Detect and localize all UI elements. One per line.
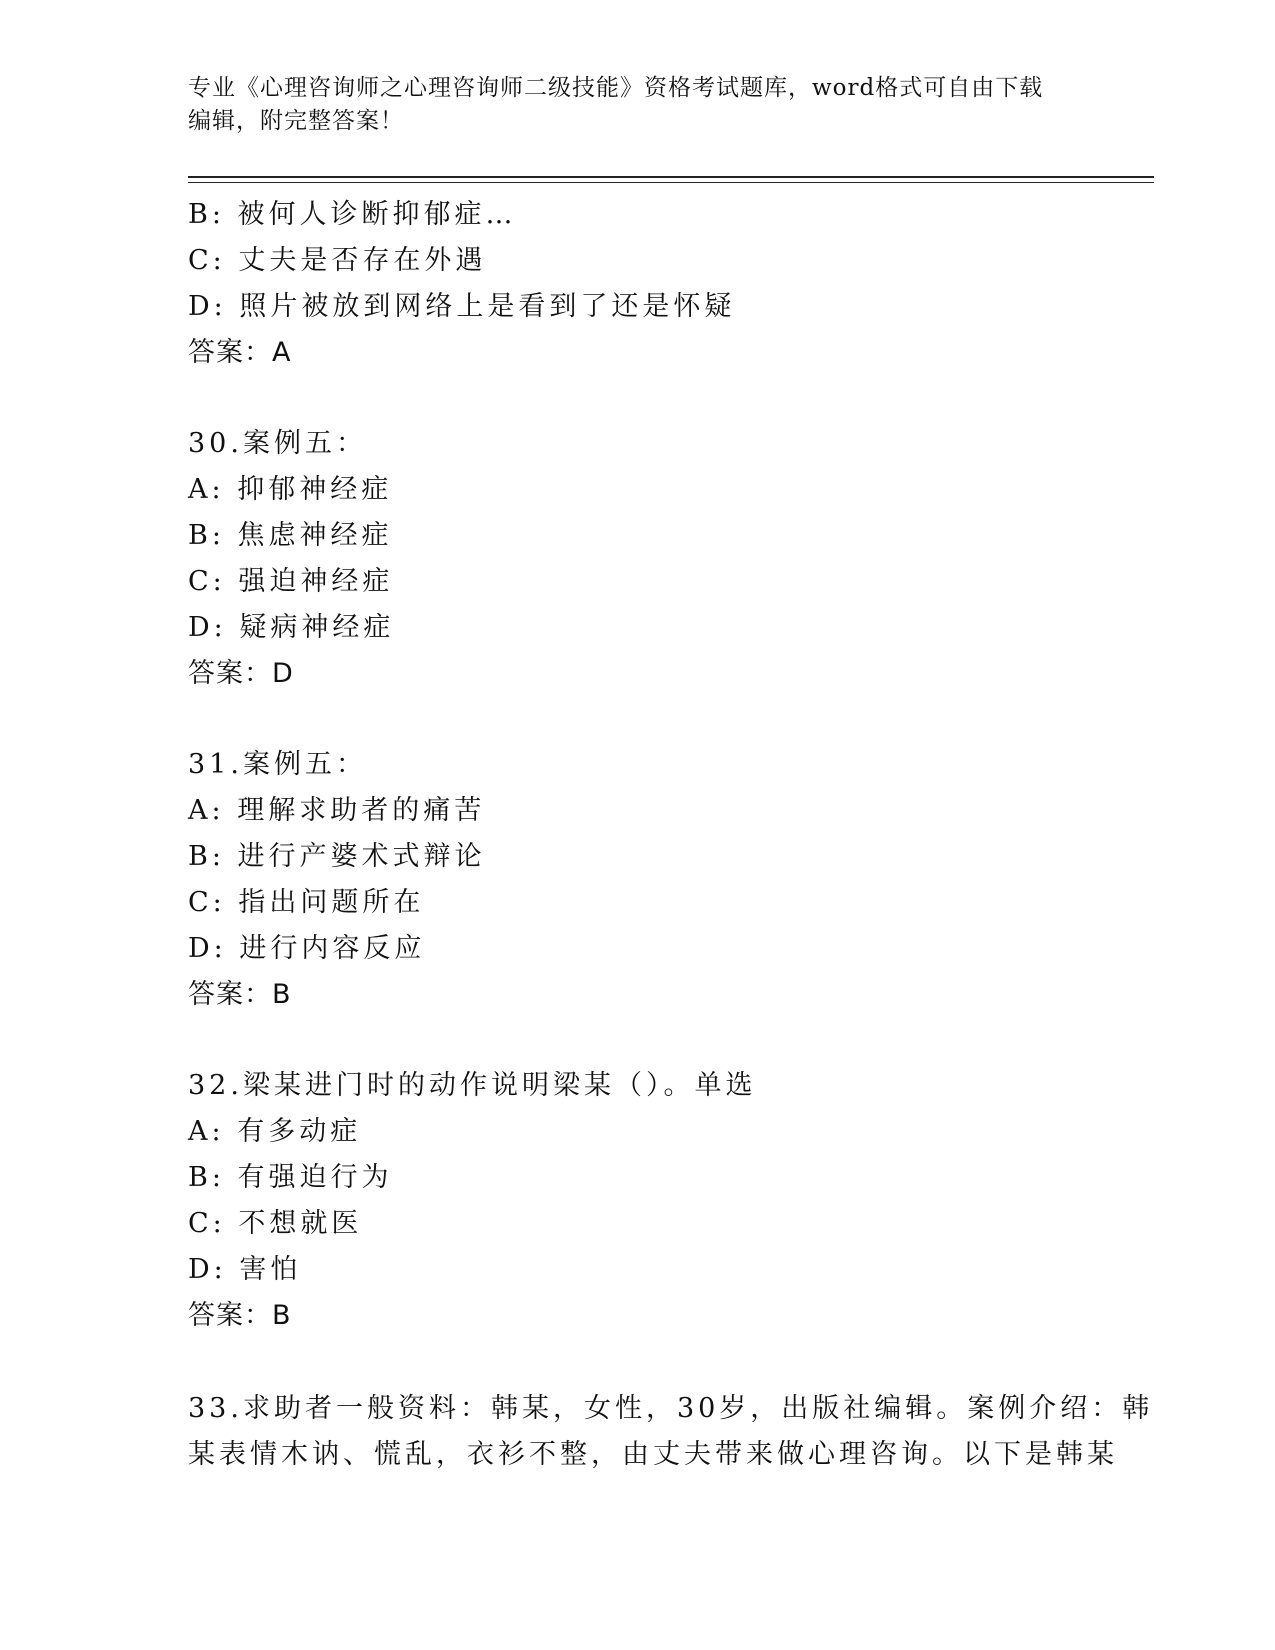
question-text-line-1: 33.求助者一般资料：韩某，女性，30岁，出版社编辑。案例介绍：韩	[188, 1393, 1154, 1424]
option-text: 被何人诊断抑郁症…	[237, 199, 517, 230]
option-c	[188, 1201, 1108, 1247]
option-key: B:	[188, 520, 225, 551]
option-key: A:	[188, 795, 225, 826]
option-d	[188, 605, 1108, 651]
answer-line: 答案：B	[188, 1300, 292, 1331]
question-31	[188, 742, 1108, 1018]
question-list	[188, 192, 1154, 1478]
header-line-2: 编辑，附完整答案！	[188, 108, 404, 134]
option-d	[188, 284, 1108, 330]
option-c	[188, 559, 1108, 605]
option-key: C:	[188, 245, 226, 276]
spacer	[188, 1018, 1108, 1063]
option-b	[188, 834, 1108, 880]
option-key: D:	[188, 1254, 227, 1285]
option-text: 疑病神经症	[239, 612, 395, 643]
answer-line: 答案：A	[188, 337, 292, 368]
option-key: C:	[188, 566, 226, 597]
option-a	[188, 1109, 1108, 1155]
option-key: B:	[188, 841, 225, 872]
option-a	[188, 788, 1108, 834]
option-text: 不想就医	[238, 1208, 363, 1239]
header-divider-bottom	[188, 182, 1154, 183]
option-text: 抑郁神经症	[237, 474, 393, 505]
question-title: 32.梁某进门时的动作说明梁某（）。单选	[188, 1070, 757, 1101]
header-line-1: 专业《心理咨询师之心理咨询师二级技能》资格考试题库，word格式可自由下载	[188, 75, 1044, 101]
option-key: B:	[188, 1162, 225, 1193]
question-32	[188, 1063, 1108, 1339]
option-text: 照片被放到网络上是看到了还是怀疑	[239, 291, 736, 322]
option-text: 指出问题所在	[238, 887, 425, 918]
option-text: 有多动症	[237, 1116, 362, 1147]
spacer	[188, 376, 1108, 421]
question-30	[188, 421, 1108, 697]
option-text: 焦虑神经症	[237, 520, 393, 551]
question-29	[188, 192, 1108, 376]
question-33	[188, 1386, 1154, 1478]
option-text: 进行内容反应	[239, 933, 426, 964]
option-key: D:	[188, 933, 227, 964]
option-text: 强迫神经症	[238, 566, 394, 597]
option-text: 进行产婆术式辩论	[237, 841, 486, 872]
option-key: C:	[188, 1208, 226, 1239]
spacer	[188, 697, 1108, 742]
option-b	[188, 1155, 1108, 1201]
option-d	[188, 926, 1108, 972]
question-title: 30.案例五：	[188, 428, 367, 459]
option-text: 丈夫是否存在外遇	[238, 245, 487, 276]
question-title: 31.案例五：	[188, 749, 367, 780]
option-d	[188, 1247, 1108, 1293]
option-key: B:	[188, 199, 225, 230]
option-text: 有强迫行为	[237, 1162, 393, 1193]
option-c	[188, 880, 1108, 926]
option-b	[188, 513, 1108, 559]
option-b	[188, 192, 1108, 238]
option-key: D:	[188, 612, 227, 643]
header-divider-top	[188, 176, 1154, 178]
spacer	[188, 1339, 1108, 1386]
option-a	[188, 467, 1108, 513]
question-text-line-2: 某表情木讷、慌乱，衣衫不整，由丈夫带来做心理咨询。以下是韩某	[188, 1439, 1118, 1470]
option-text: 害怕	[239, 1254, 302, 1285]
option-key: A:	[188, 474, 225, 505]
answer-line: 答案：D	[188, 658, 294, 689]
document-header	[188, 72, 1088, 138]
option-key: D:	[188, 291, 227, 322]
option-key: A:	[188, 1116, 225, 1147]
option-key: C:	[188, 887, 226, 918]
option-c	[188, 238, 1108, 284]
answer-line: 答案：B	[188, 979, 292, 1010]
option-text: 理解求助者的痛苦	[237, 795, 486, 826]
